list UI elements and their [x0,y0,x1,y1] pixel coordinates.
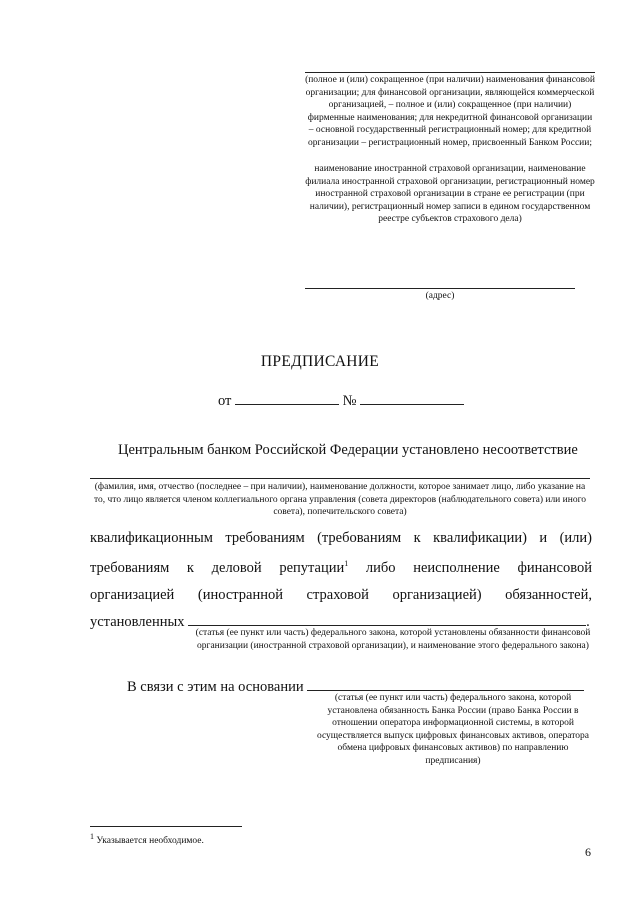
number-label: № [342,393,357,409]
person-line[interactable] [90,478,590,479]
person-block [90,478,590,519]
address-note: (адрес) [425,291,455,301]
paragraph-line-1: квалификационным требованиям (требованиям к квалификации) и (или) [90,530,592,546]
paragraph-line-3: организацией (иностранной страховой организацией) обязанностей, [90,587,592,603]
law-article-note: (статья (ее пункт или часть) федерального закона, которой установлены обязанности финансовой организации (иностранной страховой организации), и наименование этого федерального закона) [195,628,591,651]
footnote-ref: 1 [344,559,349,568]
organization-name-line[interactable] [305,72,595,73]
foreign-insurer-note: наименование иностранной страховой организации, наименование филиала иностранной страховой организации, регистрационный номер иностранной страховой организации в стране ее регистрации (при наличии), регистрационный номер записи в едином государственном реестре субъектов страхового дела) [305,164,595,224]
law-article-field[interactable] [188,611,586,626]
paragraph-line-2: требованиям к деловой репутации$^1$ либо неисполнение финансовой [90,559,592,576]
basis-label: В связи с этим на основании [127,679,304,695]
organization-block [305,72,595,226]
central-bank-statement: Центральным банком Российской Федерации установлено несоответствие [118,442,578,458]
established-label: установленных [90,614,185,630]
document-title: ПРЕДПИСАНИЕ [260,353,380,370]
page-number: 6 [585,845,591,859]
footnote-divider [90,826,242,827]
address-block [305,288,575,303]
person-note: (фамилия, имя, отчество (последнее – при наличии), наименование должности, которое занимает лицо, либо указание на то, что лицо является членом коллегиального органа управления (совета директоров (наблюдательного совета) или иного совета), попечительского совета) [94,482,586,517]
basis-field[interactable] [307,676,584,691]
date-label: от [218,393,232,409]
number-field[interactable] [360,390,464,405]
basis-note: (статья (ее пункт или часть) федерального закона, которой установлена обязанность Банка России (право Банка России в отношении оператора информационной системы, в которой осуществляется выпуск цифровых финансовых активов, оператора обмена цифровых финансовых активов) по направлению предписания) [316,693,590,766]
paragraph-line-4: установленных . [90,611,590,631]
footnote: $^1$ Указывается необходимое. [90,832,204,847]
address-line[interactable] [305,288,575,289]
organization-note: (полное и (или) сокращенное (при наличии) наименования финансовой организации; для финансовой организации, являющейся коммерческой организацией, – полное и (или) сокращенное (при наличии) фирменные наименования; для некредитной финансовой организации – основной государственный регистрационный номер; для кредитной организации – регистрационный номер, присвоенный Банком России; [305,75,595,148]
date-number-row [218,390,464,410]
date-field[interactable] [235,390,339,405]
